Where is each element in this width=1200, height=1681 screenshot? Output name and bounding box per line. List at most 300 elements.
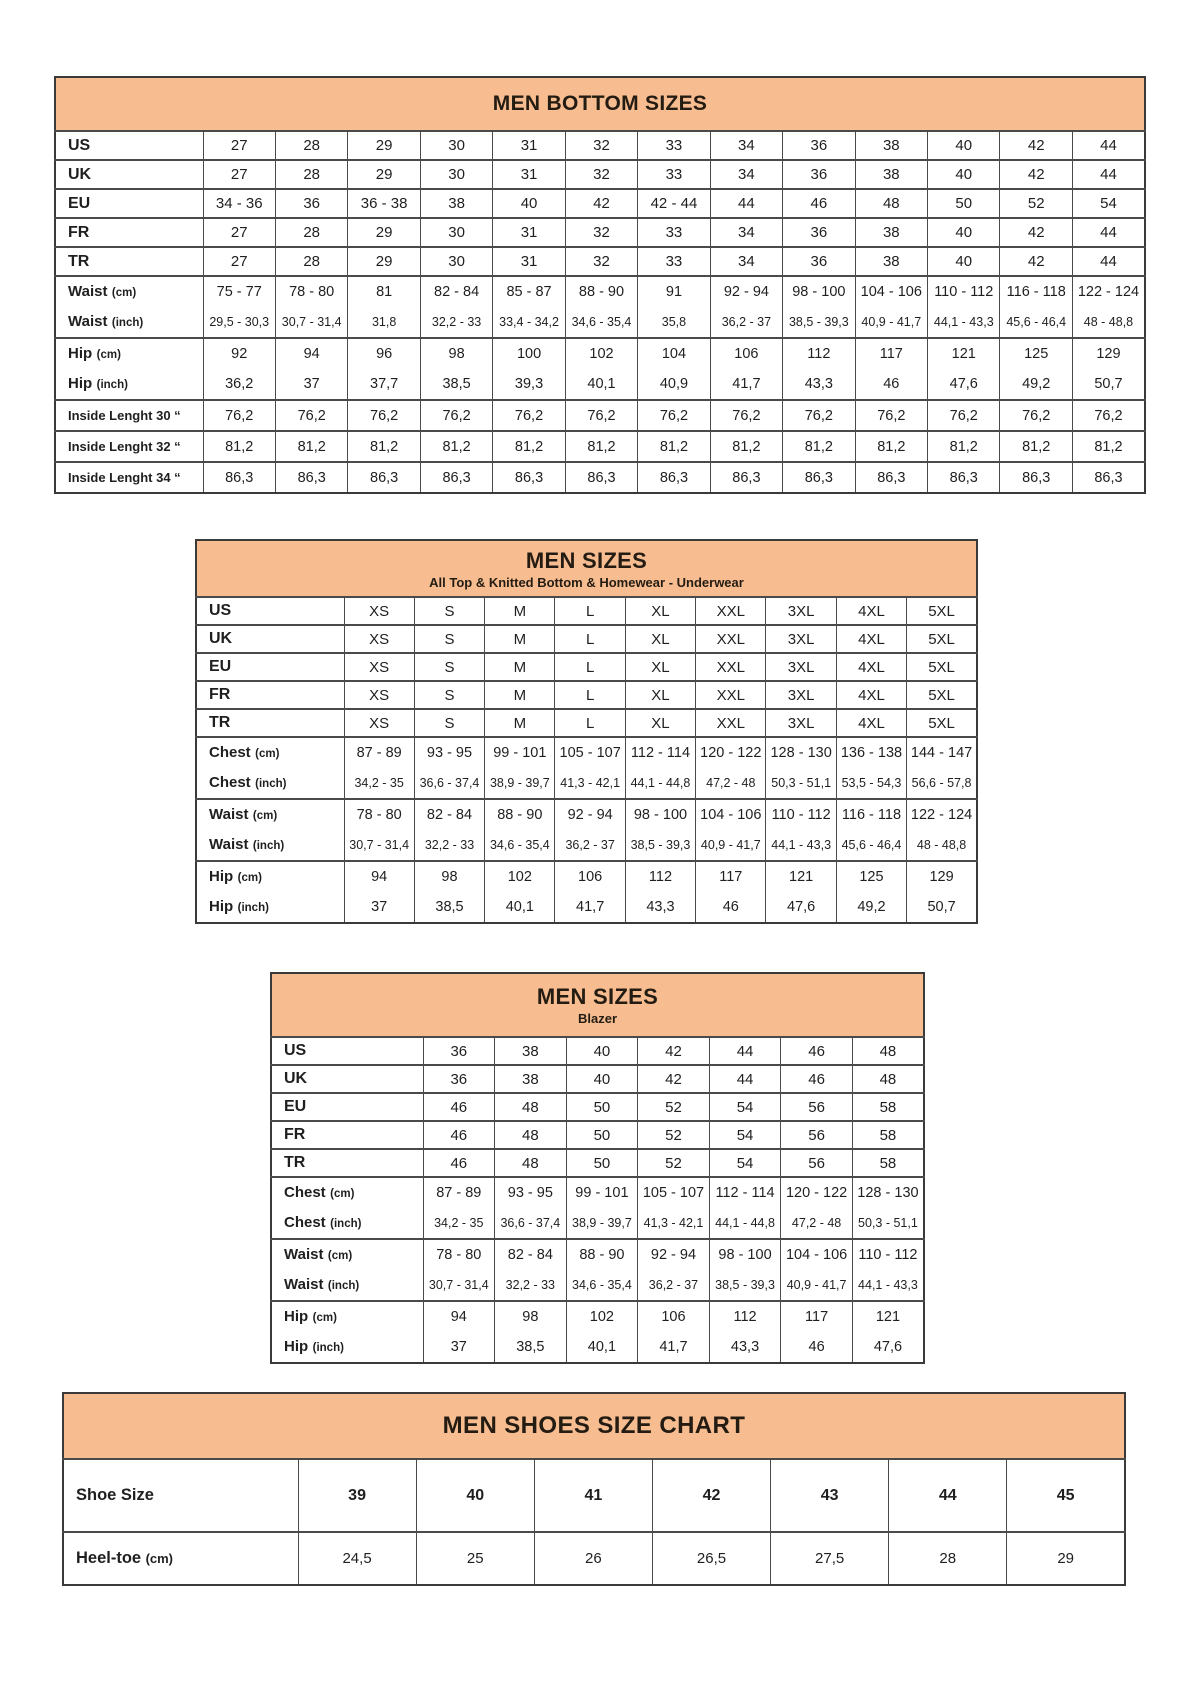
size-cell: 38 [855,247,927,276]
size-cell: 33,4 - 34,2 [493,307,565,338]
size-cell: 31 [493,247,565,276]
size-cell: 144 - 147 [907,737,977,768]
size-cell: 87 - 89 [344,737,414,768]
size-cell: 38,9 - 39,7 [566,1208,638,1239]
size-cell: 120 - 122 [696,737,766,768]
size-cell: 38 [855,131,927,160]
size-cell: S [414,625,484,653]
row-label-text: UK [284,1070,308,1087]
size-cell: 76,2 [420,400,492,431]
size-cell: 86,3 [565,462,637,493]
table-section [196,737,977,799]
size-cell: XS [344,681,414,709]
table-row [55,307,1145,338]
row-label-text: Hip [209,898,234,915]
size-cell: 39,3 [493,369,565,400]
size-cell: 86,3 [783,462,855,493]
size-cell: 41 [534,1459,652,1532]
size-cell: 76,2 [203,400,275,431]
size-cell: 45,6 - 46,4 [1000,307,1072,338]
row-label-unit: (cm) [330,1188,355,1200]
size-cell: 105 - 107 [555,737,625,768]
row-label [196,830,344,861]
size-cell: 29 [348,247,420,276]
size-cell: S [414,709,484,737]
size-cell: 91 [638,276,710,307]
size-cell: 76,2 [565,400,637,431]
size-cell: XS [344,653,414,681]
size-cell: S [414,681,484,709]
size-cell: 46 [423,1149,495,1177]
size-cell: 38,5 [420,369,492,400]
size-cell: 42 - 44 [638,189,710,218]
size-cell: 40,9 - 41,7 [696,830,766,861]
size-cell: 94 [275,338,347,369]
row-label-text: Hip [209,868,234,885]
row-label [271,1121,423,1149]
table-section [196,653,977,681]
table-section [196,681,977,709]
size-cell: 44 [710,189,782,218]
size-cell: 42 [652,1459,770,1532]
size-cell: 106 [638,1301,710,1332]
size-cell: 38,5 [495,1332,567,1363]
size-cell: 81,2 [420,431,492,462]
row-label-text: EU [284,1098,307,1115]
table-section [271,1149,924,1177]
row-label-unit: (inch) [312,1342,344,1354]
size-cell: 81,2 [348,431,420,462]
size-cell: 94 [423,1301,495,1332]
size-cell: 36,6 - 37,4 [414,768,484,799]
size-cell: 93 - 95 [495,1177,567,1208]
men-shoes-size-chart-table [62,1392,1126,1586]
row-label-text: UK [68,165,92,183]
row-label [55,338,203,369]
size-cell: 78 - 80 [423,1239,495,1270]
size-cell: 31 [493,131,565,160]
size-cell: 27 [203,160,275,189]
row-label [271,1065,423,1093]
row-label-unit: (inch) [327,1280,360,1292]
row-label-text: TR [284,1154,306,1171]
row-label [55,307,203,338]
size-cell: 76,2 [783,400,855,431]
size-cell: XL [625,625,695,653]
row-label-text: US [209,602,232,619]
row-label [55,276,203,307]
table-row [271,1037,924,1065]
size-cell: 42 [1000,218,1072,247]
size-cell: 30 [420,247,492,276]
table-row [271,1332,924,1363]
size-cell: 81,2 [1072,431,1145,462]
size-cell: 37 [344,892,414,923]
table-row [271,1149,924,1177]
table-row [271,1239,924,1270]
table-row [63,1459,1125,1532]
size-cell: 41,3 - 42,1 [638,1208,710,1239]
table-section [63,1459,1125,1532]
row-label-text: Hip [68,345,93,362]
row-label-text: TR [68,252,90,270]
row-label [63,1459,298,1532]
size-cell: 88 - 90 [565,276,637,307]
size-cell: 98 [420,338,492,369]
size-cell: 110 - 112 [766,799,836,830]
size-cell: 98 [414,861,484,892]
size-cell: 38,5 - 39,3 [709,1270,781,1301]
size-cell: XL [625,681,695,709]
row-label-text: Inside Lenght 34 “ [68,469,181,485]
size-cell: 36 [275,189,347,218]
table-row [196,597,977,625]
size-cell: 129 [907,861,977,892]
size-cell: 44,1 - 43,3 [766,830,836,861]
size-grid [54,130,1146,494]
size-cell: 86,3 [348,462,420,493]
size-cell: 3XL [766,709,836,737]
table-row [55,276,1145,307]
size-cell: 98 - 100 [783,276,855,307]
size-cell: 98 - 100 [625,799,695,830]
size-cell: 42 [1000,160,1072,189]
table-section [55,400,1145,431]
size-cell: 26,5 [652,1532,770,1585]
size-cell: 40,9 - 41,7 [781,1270,853,1301]
size-cell: 42 [1000,247,1072,276]
size-grid [62,1458,1126,1586]
size-cell: 36 [783,131,855,160]
size-cell: 48 [852,1065,924,1093]
size-cell: 44,1 - 43,3 [928,307,1000,338]
size-cell: S [414,653,484,681]
size-cell: XS [344,597,414,625]
size-cell: 52 [638,1121,710,1149]
size-cell: 36,6 - 37,4 [495,1208,567,1239]
size-cell: 112 - 114 [625,737,695,768]
size-cell: 48 [852,1037,924,1065]
size-cell: 99 - 101 [566,1177,638,1208]
size-cell: 76,2 [638,400,710,431]
size-cell: 86,3 [203,462,275,493]
row-label-unit: (cm) [252,810,278,822]
size-cell: 41,3 - 42,1 [555,768,625,799]
row-label-text: Hip [284,1338,309,1355]
size-cell: 78 - 80 [275,276,347,307]
size-cell: 92 [203,338,275,369]
row-label [196,709,344,737]
size-cell: 47,6 [928,369,1000,400]
size-cell: 44,1 - 43,3 [852,1270,924,1301]
size-cell: 86,3 [493,462,565,493]
size-cell: 50 [566,1149,638,1177]
table-section [271,1065,924,1093]
size-cell: 81,2 [783,431,855,462]
table-section [271,1301,924,1363]
row-label-text: Chest [284,1214,326,1231]
size-cell: 81,2 [565,431,637,462]
size-cell: 46 [855,369,927,400]
size-cell: 33 [638,247,710,276]
size-cell: 43,3 [625,892,695,923]
table-header-band [270,972,925,1036]
size-cell: 41,7 [555,892,625,923]
size-cell: 45,6 - 46,4 [836,830,906,861]
row-label [55,462,203,493]
size-cell: 46 [696,892,766,923]
row-label-text: EU [68,194,91,212]
size-cell: 37 [275,369,347,400]
size-cell: 27 [203,131,275,160]
size-cell: 28 [275,131,347,160]
size-cell: 38 [495,1037,567,1065]
size-cell: 86,3 [275,462,347,493]
table-section [196,597,977,625]
table-row [196,625,977,653]
size-cell: 125 [836,861,906,892]
size-cell: 40 [928,160,1000,189]
size-cell: 40 [566,1037,638,1065]
size-cell: 46 [423,1093,495,1121]
size-grid [195,596,978,924]
row-label [196,892,344,923]
size-cell: 92 - 94 [638,1239,710,1270]
size-cell: 40,1 [565,369,637,400]
size-cell: 38,9 - 39,7 [485,768,555,799]
row-label [196,625,344,653]
row-label [55,400,203,431]
table-row [196,681,977,709]
size-cell: 56 [781,1093,853,1121]
size-cell: 121 [928,338,1000,369]
row-label-unit: (cm) [96,349,121,361]
row-label [55,369,203,400]
size-cell: 48 - 48,8 [1072,307,1145,338]
size-cell: M [485,709,555,737]
size-cell: 35,8 [638,307,710,338]
row-label [196,768,344,799]
size-cell: 76,2 [1072,400,1145,431]
table-row [271,1208,924,1239]
size-cell: 92 - 94 [710,276,782,307]
size-cell: 50 [566,1093,638,1121]
size-cell: XL [625,597,695,625]
size-cell: 4XL [836,681,906,709]
table-title: MEN BOTTOM SIZES [492,92,708,115]
table-row [196,830,977,861]
table-title: MEN SIZES [525,547,648,573]
table-row [55,431,1145,462]
row-label [196,861,344,892]
row-label-text: Hip [284,1308,309,1325]
row-label [196,681,344,709]
size-cell: 34 [710,131,782,160]
size-cell: 52 [638,1149,710,1177]
table-row [271,1301,924,1332]
size-cell: 48 - 48,8 [907,830,977,861]
size-cell: 58 [852,1149,924,1177]
row-label [196,737,344,768]
size-cell: 56,6 - 57,8 [907,768,977,799]
table-row [271,1121,924,1149]
size-cell: 32 [565,218,637,247]
size-cell: 102 [565,338,637,369]
size-cell: XXL [696,653,766,681]
size-cell: 110 - 112 [928,276,1000,307]
row-label [271,1301,423,1332]
row-label-unit: (inch) [330,1218,362,1230]
table-header-band [195,539,978,596]
size-cell: 42 [565,189,637,218]
size-cell: 58 [852,1121,924,1149]
size-cell: L [555,597,625,625]
size-cell: 81 [348,276,420,307]
size-grid [270,1036,925,1364]
size-cell: 25 [416,1532,534,1585]
size-cell: 40 [928,131,1000,160]
table-header-band [54,76,1146,130]
row-label [55,218,203,247]
row-label [196,799,344,830]
size-cell: 40,9 [638,369,710,400]
size-cell: 29 [1007,1532,1125,1585]
size-cell: 44 [1072,218,1145,247]
size-cell: 86,3 [710,462,782,493]
size-cell: M [485,653,555,681]
size-cell: 40 [928,247,1000,276]
size-cell: 106 [710,338,782,369]
size-cell: 43,3 [783,369,855,400]
table-section [271,1093,924,1121]
size-cell: 76,2 [348,400,420,431]
size-cell: 99 - 101 [485,737,555,768]
row-label-text: FR [68,223,90,241]
size-cell: 36,2 - 37 [710,307,782,338]
size-cell: 47,2 - 48 [781,1208,853,1239]
table-section [271,1121,924,1149]
size-cell: 44 [889,1459,1007,1532]
size-cell: 76,2 [855,400,927,431]
size-cell: 93 - 95 [414,737,484,768]
size-cell: 3XL [766,625,836,653]
size-cell: 82 - 84 [414,799,484,830]
size-cell: 88 - 90 [485,799,555,830]
table-subtitle: Blazer [577,1011,618,1026]
size-cell: 48 [495,1093,567,1121]
table-subtitle: All Top & Knitted Bottom & Homewear - Underwear [429,574,744,590]
size-cell: 56 [781,1149,853,1177]
size-cell: 32,2 - 33 [495,1270,567,1301]
size-cell: 32,2 - 33 [420,307,492,338]
row-label [271,1270,423,1301]
table-section [55,189,1145,218]
table-row [55,369,1145,400]
row-label [271,1177,423,1208]
size-cell: 104 [638,338,710,369]
size-cell: 105 - 107 [638,1177,710,1208]
size-cell: 42 [638,1037,710,1065]
size-cell: XXL [696,681,766,709]
size-cell: 50,3 - 51,1 [766,768,836,799]
row-label-text: Waist [284,1276,324,1293]
table-row [55,247,1145,276]
size-cell: 34 [710,218,782,247]
row-label-text: Inside Lenght 32 “ [68,438,181,454]
size-cell: 43,3 [709,1332,781,1363]
size-cell: 44 [1072,247,1145,276]
size-cell: 5XL [907,681,977,709]
size-cell: 112 [783,338,855,369]
size-cell: 42 [638,1065,710,1093]
size-cell: 102 [485,861,555,892]
size-cell: 28 [889,1532,1007,1585]
size-cell: 32 [565,247,637,276]
row-label [271,1332,423,1363]
size-cell: 53,5 - 54,3 [836,768,906,799]
row-label-unit: (cm) [145,1551,174,1566]
row-label-text: Chest [209,744,251,761]
row-label-unit: (cm) [237,872,262,884]
size-cell: 40 [566,1065,638,1093]
size-cell: 50 [928,189,1000,218]
size-cell: 37 [423,1332,495,1363]
row-label-text: EU [209,658,232,675]
size-cell: 34,6 - 35,4 [565,307,637,338]
size-cell: 86,3 [855,462,927,493]
size-cell: 32 [565,160,637,189]
size-cell: 76,2 [928,400,1000,431]
size-cell: 87 - 89 [423,1177,495,1208]
size-cell: 38 [420,189,492,218]
size-cell: 45 [1007,1459,1125,1532]
size-cell: 46 [783,189,855,218]
size-cell: 36 [423,1037,495,1065]
size-cell: 44 [709,1037,781,1065]
size-cell: 54 [709,1121,781,1149]
size-cell: XL [625,709,695,737]
size-cell: 38,5 [414,892,484,923]
size-cell: 31,8 [348,307,420,338]
row-label-text: TR [209,714,231,731]
row-label-unit: (inch) [237,902,269,914]
size-cell: 44,1 - 44,8 [709,1208,781,1239]
size-cell: 116 - 118 [1000,276,1072,307]
row-label [55,160,203,189]
size-cell: 104 - 106 [696,799,766,830]
size-cell: 86,3 [420,462,492,493]
table-row [55,462,1145,493]
size-cell: 33 [638,218,710,247]
row-label-text: Chest [209,774,251,791]
size-cell: 37,7 [348,369,420,400]
row-label-unit: (cm) [327,1250,353,1262]
men-sizes-blazer-table [270,972,925,1364]
size-cell: 94 [344,861,414,892]
table-row [196,892,977,923]
row-label-text: Chest [284,1184,326,1201]
size-cell: 34,6 - 35,4 [485,830,555,861]
row-label [271,1149,423,1177]
size-cell: 52 [638,1093,710,1121]
row-label-unit: (inch) [111,317,144,329]
size-cell: 38 [855,160,927,189]
size-cell: XXL [696,597,766,625]
row-label-text: Inside Lenght 30 “ [68,407,181,423]
size-cell: 49,2 [836,892,906,923]
row-label-unit: (cm) [255,748,280,760]
size-cell: 48 [855,189,927,218]
